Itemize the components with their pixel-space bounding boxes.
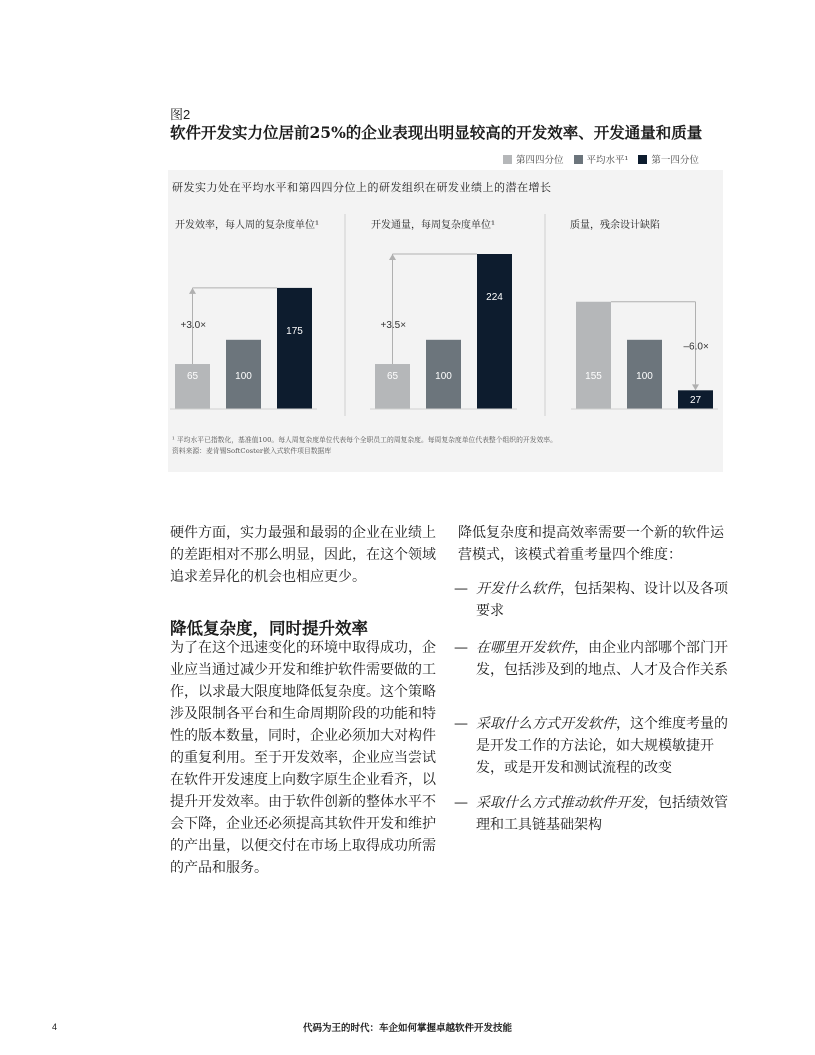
bullet-text — [476, 792, 734, 836]
bar-value-label-efficiency-0: 65 — [186, 371, 199, 382]
bullet-text — [476, 578, 734, 622]
bullet-rest: ，由企业内部哪个部门开发，包括涉及到的地点、人才及合作关系 — [476, 640, 728, 678]
bullet-item — [454, 578, 734, 622]
section-heading: 降低复杂度，同时提升效率 — [170, 619, 368, 638]
bar-value-label-throughput-1: 100 — [435, 371, 452, 382]
bullet-lead: 采取什么方式开发软件 — [476, 716, 616, 732]
chart-title-quality: 质量，残余设计缺陷 — [570, 220, 660, 231]
footnote-source: 资料来源：麦肯锡SoftCoster嵌入式软件项目数据库 — [172, 447, 332, 455]
bar-throughput-2 — [477, 254, 512, 409]
bar-value-label-quality-0: 155 — [585, 371, 602, 382]
bar-value-label-efficiency-1: 100 — [235, 371, 252, 382]
bar-value-label-efficiency-2: 175 — [286, 325, 303, 337]
arrow-head-throughput — [389, 254, 396, 260]
bullet-rest: ，包括绩效管理和工具链基础架构 — [476, 795, 728, 833]
bar-value-label-throughput-0: 65 — [386, 371, 399, 382]
legend-label-average: 平均水平¹ — [586, 155, 629, 166]
annotation-throughput: +3.5× — [380, 320, 407, 332]
chart-footnote — [172, 435, 722, 457]
bar-quality-0 — [576, 302, 611, 409]
footer-title: 代码为王的时代：车企如何掌握卓越软件开发技能 — [302, 1023, 512, 1034]
bullet-dash: — — [454, 640, 468, 656]
figure-title: 软件开发实力位居前25%的企业表现出明显较高的开发效率、开发通量和质量 — [170, 123, 703, 142]
annotation-quality: –6.0× — [683, 341, 709, 353]
bar-efficiency-2 — [277, 288, 312, 409]
arrow-head-efficiency — [189, 288, 196, 294]
chart-subtitle: 研发实力处在平均水平和第四四分位上的研发组织在研发业绩上的潜在增长 — [172, 181, 552, 194]
chart-title-efficiency: 开发效率，每人周的复杂度单位¹ — [175, 220, 320, 231]
footnote-1: ¹ 平均水平已指数化，基准值100。每人周复杂度单位代表每个全职员工的周复杂度。每周复杂度单位代表整个组织的开发效率。 — [172, 436, 557, 444]
bullet-dash: — — [454, 795, 468, 811]
bullet-text — [476, 713, 734, 779]
legend-label-top-quartile: 第一四分位 — [651, 155, 699, 166]
bullet-lead: 在哪里开发软件 — [476, 640, 574, 656]
bullet-lead: 开发什么软件 — [476, 581, 560, 597]
bullet-item — [454, 713, 734, 779]
figure-label: 图2 — [170, 107, 191, 122]
bullet-text — [476, 637, 734, 681]
bar-value-label-quality-1: 100 — [636, 371, 653, 382]
bar-value-label-quality-2: 27 — [689, 395, 702, 406]
page-number: 4 — [52, 1022, 58, 1032]
bar-value-label-throughput-2: 224 — [486, 292, 503, 303]
chart-title-throughput: 开发通量，每周复杂度单位¹ — [371, 220, 496, 231]
left-paragraph-1: 硬件方面，实力最强和最弱的企业在业绩上的差距相对不那么明显，因此，在这个领域追求差异化的机会也相应更少。 — [170, 525, 436, 585]
bullet-item — [454, 637, 734, 681]
legend-label-bottom-quartile: 第四四分位 — [516, 155, 564, 166]
right-intro: 降低复杂度和提高效率需要一个新的软件运营模式，该模式着重考量四个维度： — [458, 525, 724, 563]
annotation-efficiency: +3.0× — [180, 320, 207, 332]
bullet-rest: ，这个维度考量的是开发工作的方法论，如大规模敏捷开发，或是开发和测试流程的改变 — [476, 716, 728, 776]
bullet-dash: — — [454, 716, 468, 732]
bullet-lead: 采取什么方式推动软件开发 — [476, 795, 644, 811]
left-paragraph-2: 为了在这个迅速变化的环境中取得成功，企业应当通过减少开发和维护软件需要做的工作，以求最大限度地降低复杂度。这个策略涉及限制各平台和生命周期阶段的功能和特性的版本数量，同时，企业必须加大对构件的重复利用。至于开发效率，企业应当尝试在软件开发速度上向数字原生企业看齐，以提升开发效率。由于软件创新的整体水平不会下降，企业还必须提高其软件开发和维护的产出量，以便交付在市场上取得成功所需的产品和服务。 — [170, 640, 436, 876]
bullet-rest: ，包括架构、设计以及各项要求 — [476, 581, 728, 619]
bullet-dash: — — [454, 581, 468, 597]
arrow-head-quality — [692, 384, 699, 390]
bullet-item — [454, 792, 734, 836]
